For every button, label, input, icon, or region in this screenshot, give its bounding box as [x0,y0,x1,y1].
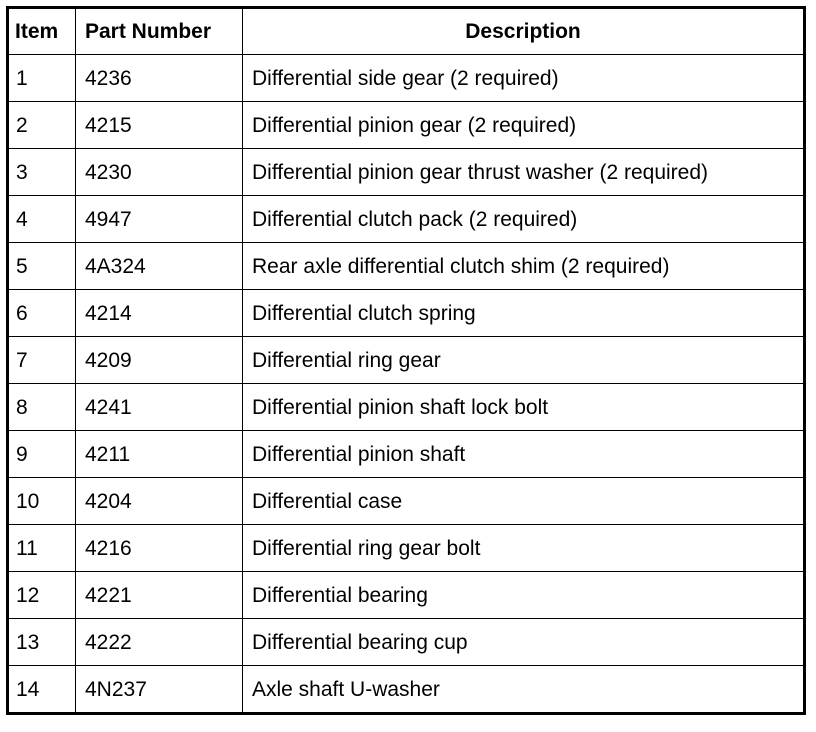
cell-part-number: 4209 [76,337,243,384]
header-description: Description [243,8,805,55]
table-row [8,619,805,666]
table-row [8,102,805,149]
cell-description: Differential pinion gear thrust washer (2 required) [243,149,805,196]
cell-description: Differential pinion shaft lock bolt [243,384,805,431]
table-row [8,149,805,196]
cell-description: Differential ring gear bolt [243,525,805,572]
header-row [8,8,805,55]
cell-description: Axle shaft U-washer [243,666,805,714]
cell-part-number: 4236 [76,55,243,102]
table-row [8,337,805,384]
cell-item: 3 [8,149,76,196]
cell-item: 1 [8,55,76,102]
cell-item: 7 [8,337,76,384]
cell-item: 6 [8,290,76,337]
cell-item: 10 [8,478,76,525]
cell-description: Differential clutch spring [243,290,805,337]
cell-description: Differential ring gear [243,337,805,384]
cell-part-number: 4216 [76,525,243,572]
cell-part-number: 4N237 [76,666,243,714]
cell-part-number: 4214 [76,290,243,337]
table-body [8,55,805,714]
table-row [8,525,805,572]
cell-description: Differential pinion shaft [243,431,805,478]
cell-part-number: 4204 [76,478,243,525]
table-row [8,243,805,290]
cell-part-number: 4947 [76,196,243,243]
table-row [8,196,805,243]
cell-description: Rear axle differential clutch shim (2 required) [243,243,805,290]
cell-part-number: 4215 [76,102,243,149]
header-part-number: Part Number [76,8,243,55]
table-row [8,55,805,102]
cell-description: Differential pinion gear (2 required) [243,102,805,149]
table-row [8,384,805,431]
cell-part-number: 4221 [76,572,243,619]
header-item: Item [8,8,76,55]
table-header [8,8,805,55]
cell-item: 11 [8,525,76,572]
table-row [8,290,805,337]
cell-item: 8 [8,384,76,431]
cell-item: 12 [8,572,76,619]
cell-part-number: 4241 [76,384,243,431]
cell-description: Differential clutch pack (2 required) [243,196,805,243]
cell-part-number: 4222 [76,619,243,666]
cell-part-number: 4211 [76,431,243,478]
table-row [8,431,805,478]
cell-item: 2 [8,102,76,149]
cell-description: Differential case [243,478,805,525]
parts-table [6,6,806,715]
table-row [8,666,805,714]
cell-description: Differential side gear (2 required) [243,55,805,102]
cell-item: 13 [8,619,76,666]
cell-part-number: 4A324 [76,243,243,290]
cell-item: 5 [8,243,76,290]
cell-description: Differential bearing [243,572,805,619]
cell-part-number: 4230 [76,149,243,196]
cell-item: 9 [8,431,76,478]
table-row [8,572,805,619]
cell-item: 4 [8,196,76,243]
table-row [8,478,805,525]
cell-description: Differential bearing cup [243,619,805,666]
cell-item: 14 [8,666,76,714]
